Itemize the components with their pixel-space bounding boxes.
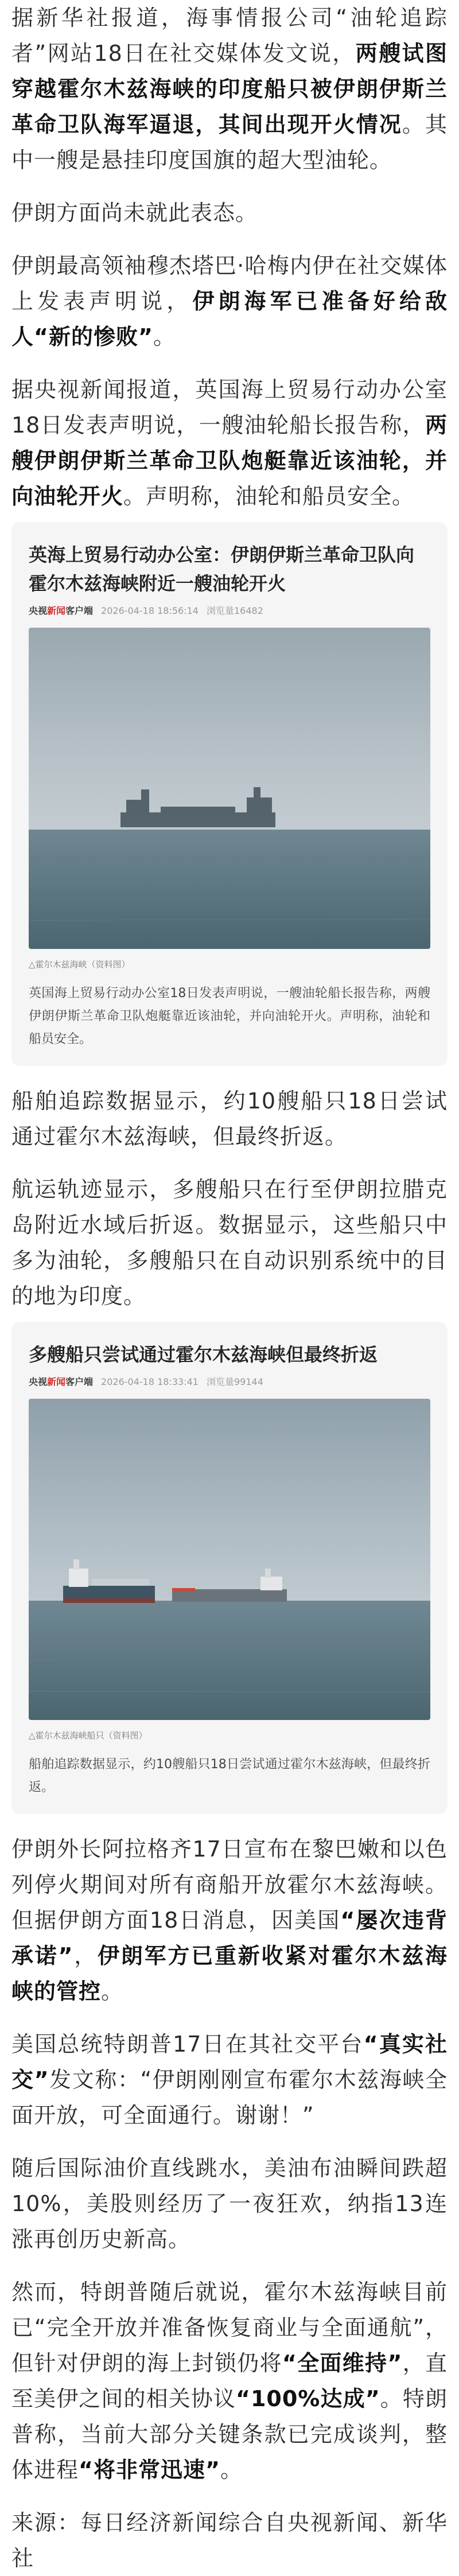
- p3-text-end: 。: [153, 324, 176, 349]
- p3-text: 伊朗最高领袖穆杰塔巴·哈梅内伊在社交媒体上发表声明说，: [11, 253, 448, 314]
- paragraph-8: [11, 2026, 448, 2133]
- card-1-caption: △霍尔木兹海峡（资料图）: [29, 959, 130, 970]
- p4-bold: 两艘伊朗伊斯兰革命卫队炮艇靠近该油轮，并向油轮开火: [11, 413, 448, 509]
- p1-bold: 两艘试图穿越霍尔木兹海峡的印度船只被伊朗伊斯兰革命卫队海军逼退，其间出现开火情况: [11, 41, 448, 137]
- card-1-title[interactable]: 英海上贸易行动办公室：伊朗伊斯兰革命卫队向霍尔木兹海峡附近一艘油轮开火: [29, 544, 415, 594]
- p7-text: 伊朗外长阿拉格齐17日宣布在黎巴嫩和以色列停火期间对所有商船开放霍尔木兹海峡。但据伊朗方面18日消息，因美国: [11, 1836, 448, 1933]
- news-card-1[interactable]: [11, 522, 448, 1066]
- p3-bold: 伊朗海军已准备好给敌人“新的惨败”: [11, 289, 448, 349]
- p10-text-end: 。: [220, 2457, 243, 2482]
- p4-text: 据央视新闻报道，英国海上贸易行动办公室18日发表声明说，一艘油轮船长报告称，: [11, 377, 448, 438]
- card-2-views: 浏览量99144: [206, 1376, 263, 1387]
- p7-bold-2: 伊朗军方已重新收紧对霍尔木兹海峡的管控: [11, 1943, 448, 2004]
- paragraph-10: [11, 2274, 448, 2488]
- card-1-meta: [29, 602, 430, 620]
- brand-prefix: 央视: [29, 1376, 48, 1387]
- p8-text-end: 发文称：“伊朗刚刚宣布霍尔木兹海峡全面开放，可全面通行。谢谢！”: [11, 2067, 448, 2128]
- brand-suffix: 客户端: [65, 1376, 94, 1387]
- p10-bold-2: “100%达成”: [236, 2386, 380, 2411]
- p10-text-post: 。特朗普称，当前大部分关键条款已完成谈判，整体进程: [11, 2386, 448, 2482]
- p10-text: 然而，特朗普随后就说，霍尔木兹海峡目前已“完全开放并准备恢复商业与全面通航”，但针对伊朗的海上封锁仍将: [11, 2279, 448, 2376]
- p8-bold: “真实社交”: [11, 2032, 448, 2092]
- p1-text-end: 。其中一艘是悬挂印度国旗的超大型油轮。: [11, 112, 448, 173]
- card-1-date: 2026-04-18 18:56:14: [101, 605, 199, 616]
- card-2-summary: 船舶追踪数据显示，约10艘船只18日尝试通过霍尔木兹海峡，但最终折返。: [29, 1757, 430, 1795]
- card-1-brand: [29, 602, 93, 620]
- p7-text-mid: ，: [73, 1943, 98, 1968]
- brand-prefix: 央视: [29, 605, 48, 616]
- paragraph-4: [11, 372, 448, 514]
- p4-text-end: 。声明称，油轮和船员安全。: [123, 484, 415, 509]
- brand-suffix: 客户端: [65, 605, 94, 616]
- p8-text: 美国总统特朗普17日在其社交平台: [11, 2032, 364, 2057]
- card-1-photo[interactable]: [29, 628, 430, 949]
- card-2-photo[interactable]: [29, 1399, 430, 1720]
- paragraph-7: [11, 1831, 448, 2009]
- brand-red: 新闻: [47, 605, 66, 616]
- card-2-meta: [29, 1373, 430, 1391]
- card-2-brand: [29, 1373, 93, 1391]
- paragraph-5: 船舶追踪数据显示，约10艘船只18日尝试通过霍尔木兹海峡，但最终折返。: [11, 1088, 448, 1149]
- source-line: 来源：每日经济新闻综合自央视新闻、新华社: [11, 2510, 448, 2571]
- paragraph-1: [11, 0, 448, 178]
- card-2-title[interactable]: 多艘船只尝试通过霍尔木兹海峡但最终折返: [29, 1344, 378, 1365]
- p1-text: 据新华社报道，海事情报公司“油轮追踪者”网站18日在社交媒体发文说，: [11, 5, 448, 66]
- news-card-2[interactable]: [11, 1322, 448, 1814]
- paragraph-2: 伊朗方面尚未就此表态。: [11, 200, 258, 225]
- brand-red: 新闻: [47, 1376, 66, 1387]
- paragraph-3: [11, 248, 448, 355]
- p7-bold-1: “屡次违背承诺”: [11, 1908, 448, 1968]
- card-1-summary: 英国海上贸易行动办公室18日发表声明说，一艘油轮船长报告称，两艘伊朗伊斯兰革命卫队炮艇靠近该油轮，并向油轮开火。声明称，油轮和船员安全。: [29, 986, 430, 1046]
- paragraph-6: 航运轨迹显示，多艘船只在行至伊朗拉腊克岛附近水域后折返。数据显示，这些船只中多为油轮，多艘船只在自动识别系统中的目的地为印度。: [11, 1177, 448, 1309]
- p10-bold-1: “全面维持”: [282, 2351, 403, 2376]
- p10-text-mid: ，直至美伊之间的相关协议: [11, 2351, 448, 2411]
- paragraph-9: 随后国际油价直线跳水，美油布油瞬间跌超10%，美股则经历了一夜狂欢，纳指13连涨再创历史新高。: [11, 2155, 448, 2252]
- card-2-date: 2026-04-18 18:33:41: [101, 1376, 199, 1387]
- p10-bold-3: “将非常迅速”: [79, 2457, 220, 2482]
- p7-text-end: 。: [101, 1979, 124, 2004]
- card-2-caption: △霍尔木兹海峡船只（资料图）: [29, 1730, 147, 1741]
- card-1-views: 浏览量16482: [206, 605, 263, 616]
